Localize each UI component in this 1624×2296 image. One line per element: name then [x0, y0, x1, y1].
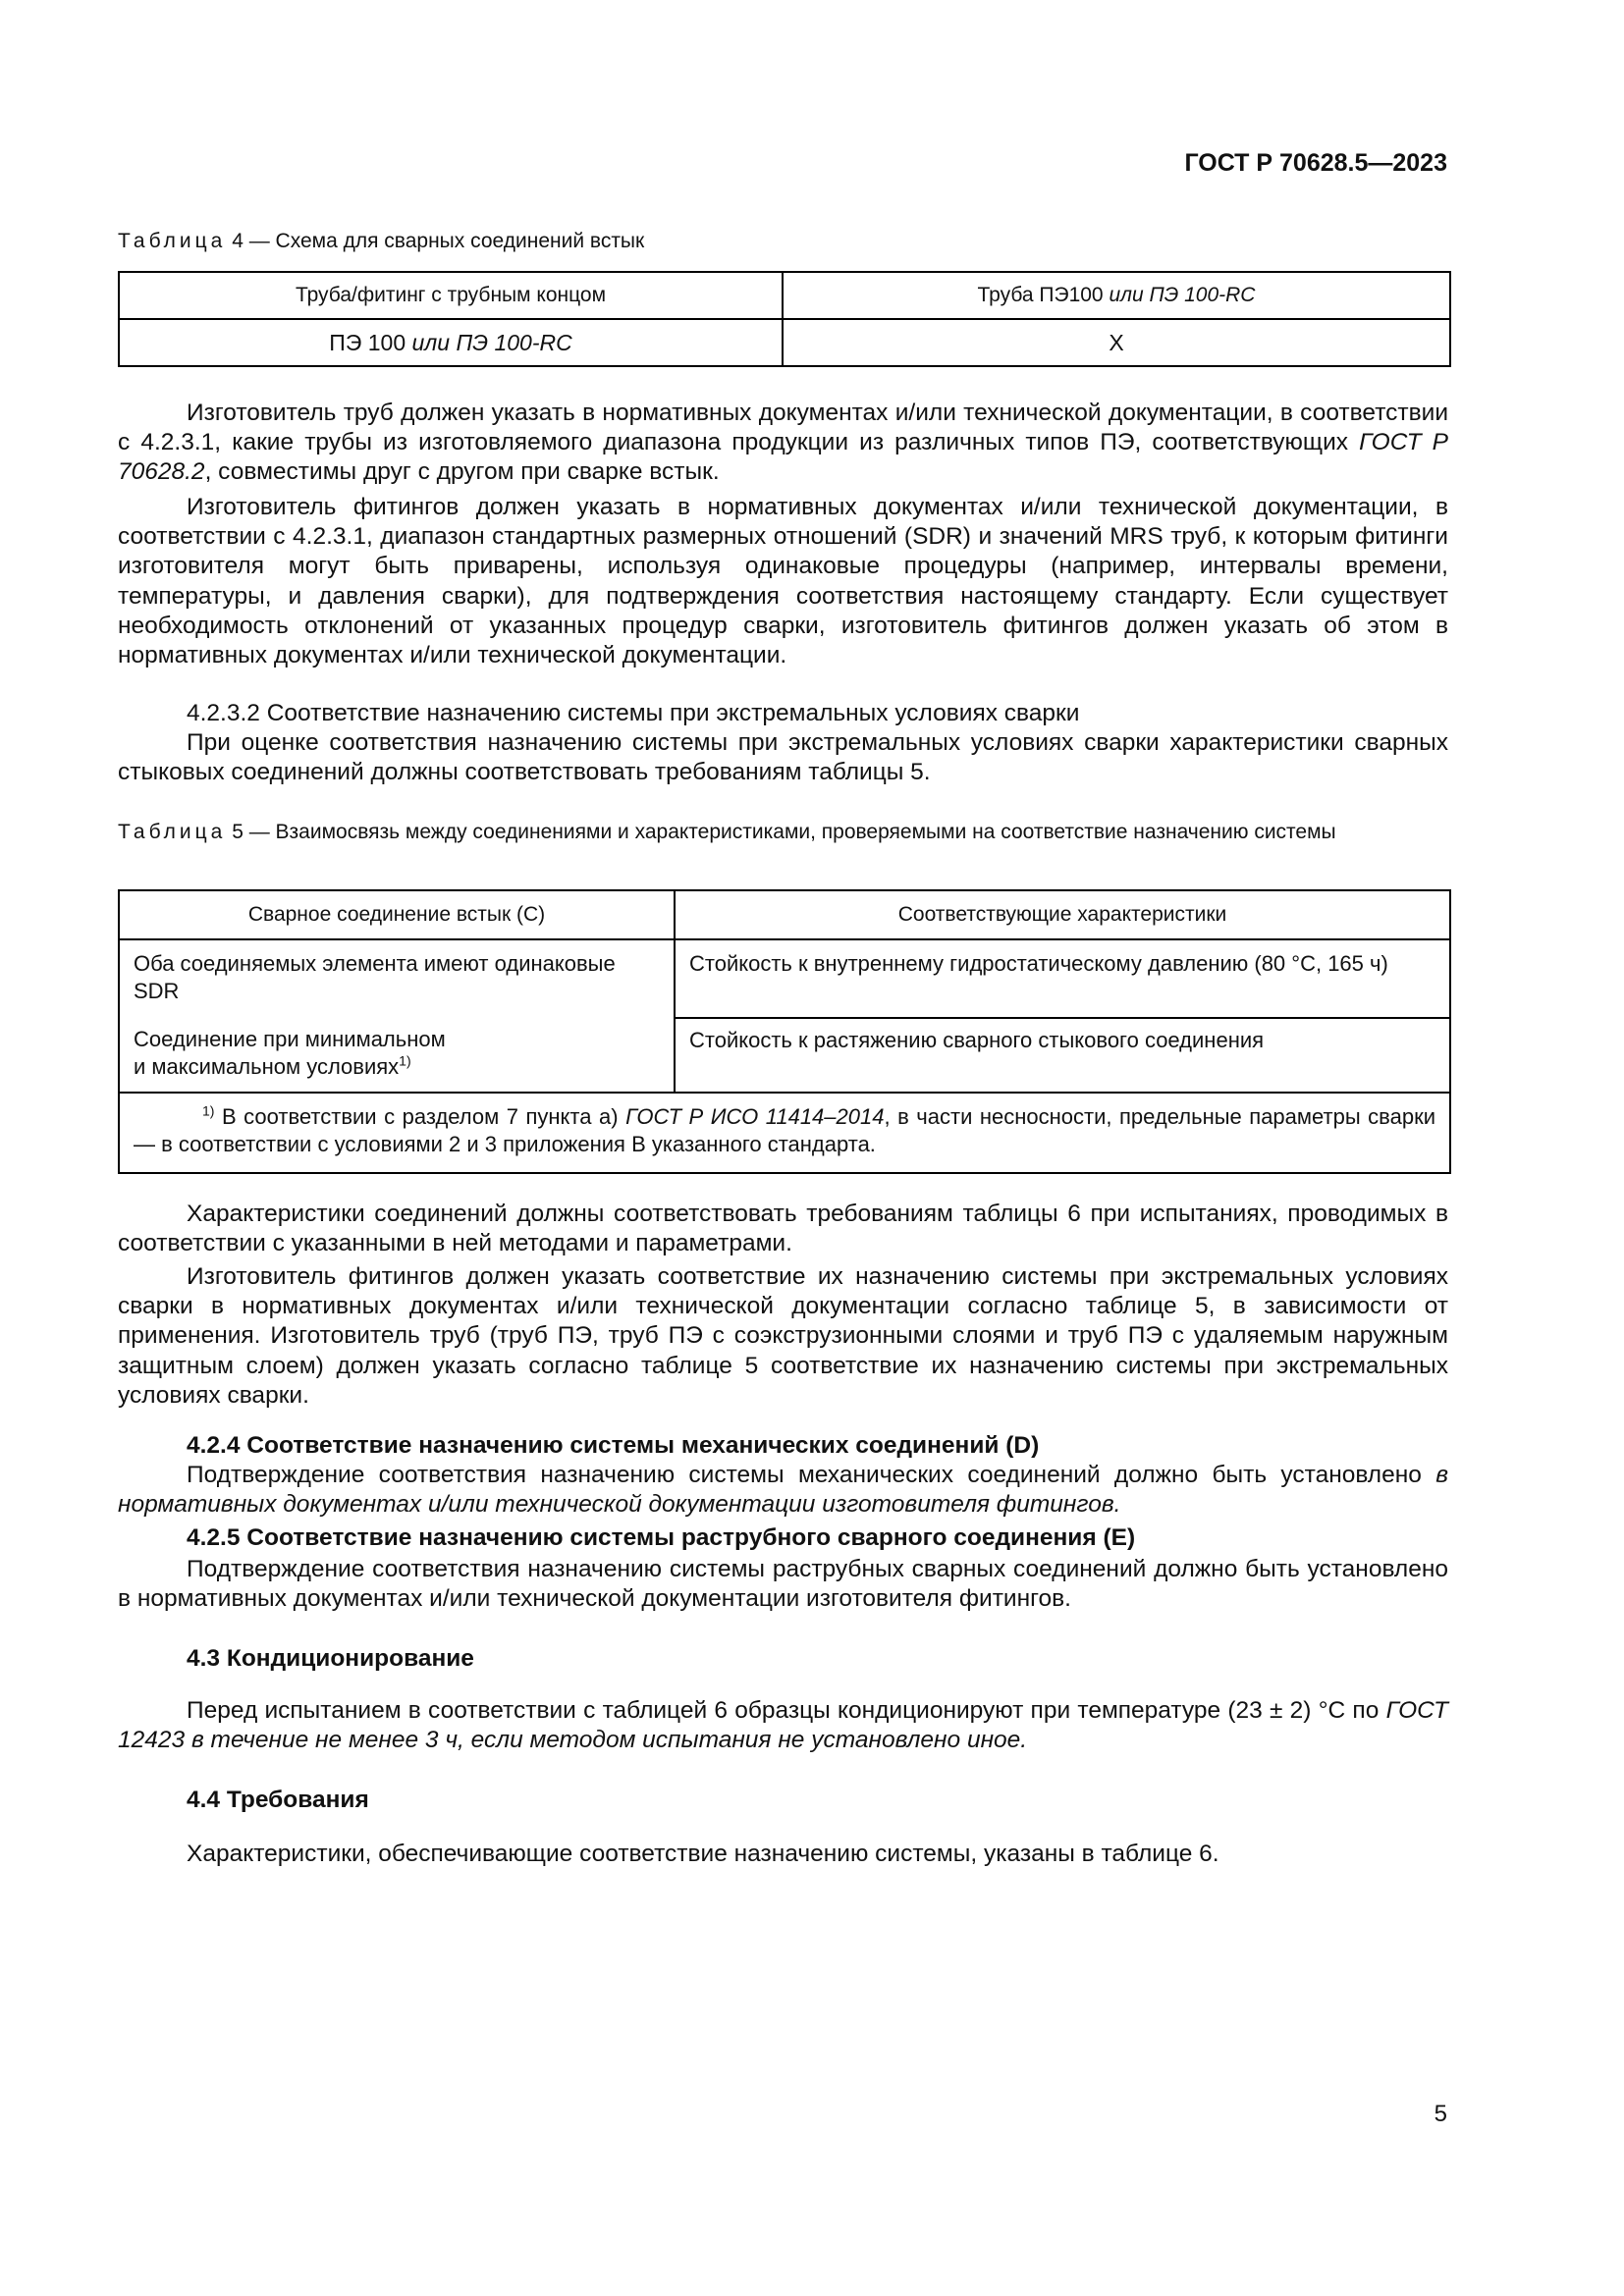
table4-caption-text: 4 — Схема для сварных соединений встык	[232, 230, 645, 252]
table5-col2-header: Соответствующие характеристики	[675, 890, 1450, 939]
section-4-4-text: Характеристики, обеспечивающие соответствие назначению системы, указаны в таблице 6.	[187, 1841, 1219, 1867]
table5-r1c1: Оба соединяемых элемента имеют одинаковые SDR	[119, 939, 675, 1018]
page-number: 5	[1434, 2101, 1447, 2127]
section-4-3-heading: 4.3 Кондиционирование	[187, 1645, 474, 1672]
section-4-2-3-2-title: 4.2.3.2 Соответствие назначению системы при экстремальных условиях сварки	[187, 700, 1080, 726]
table5-caption-label: Таблица	[118, 821, 227, 843]
table5	[118, 889, 1451, 1174]
paragraph-1: Изготовитель труб должен указать в нормативных документах и/или технической документации, в соответствии с 4.2.3.1, какие трубы из изготовляемого диапазона продукции из различных типов ПЭ, соответствующих ГОСТ Р 70628.2, совместимы друг с другом при сварке встык.	[118, 400, 1448, 486]
table5-footnote: $^{1)}$ В соответствии с разделом 7 пункта а) ГОСТ Р ИСО 11414–2014, в части несносности, предельные параметры сварки — в соответствии с условиями 2 и 3 приложения В указанного стандарта.	[119, 1093, 1450, 1173]
table4-col2-header: Труба ПЭ100 или ПЭ 100-RC	[783, 272, 1450, 319]
section-4-2-4-heading: 4.2.4 Соответствие назначению системы механических соединений (D)	[187, 1432, 1040, 1459]
document-id: ГОСТ Р 70628.5—2023	[1184, 149, 1447, 177]
table4-row1-label: ПЭ 100 или ПЭ 100-RC	[119, 319, 783, 366]
section-4-2-4-text: Подтверждение соответствия назначению системы механических соединений должно быть установлено в нормативных документах и/или технической документации изготовителя фитингов.	[118, 1462, 1448, 1519]
table5-r2c1: Соединение при минимальном и максимальном условиях$^{1)}$	[119, 1018, 675, 1093]
table5-caption	[118, 819, 1449, 845]
table5-r1c2: Стойкость к внутреннему гидростатическому давлению (80 °С, 165 ч)	[675, 939, 1450, 1018]
section-4-3-text: Перед испытанием в соответствии с таблицей 6 образцы кондиционируют при температуре (23 ± 2) °С по ГОСТ 12423 в течение не менее 3 ч, если методом испытания не установлено иное.	[118, 1697, 1448, 1754]
table4-caption-label: Таблица	[118, 230, 227, 252]
section-4-2-5-text: Подтверждение соответствия назначению системы раструбных сварных соединений должно быть установлено в нормативных документах и/или технической документации изготовителя фитингов.	[118, 1556, 1448, 1613]
table4	[118, 271, 1451, 367]
paragraph-6: Изготовитель фитингов должен указать соответствие их назначению системы при экстремальных условиях сварки в нормативных документах и/или технической документации согласно таблице 5, в зависимости от применения. Изготовитель труб (труб ПЭ, труб ПЭ с соэкструзионными слоями и труб ПЭ с удаляемым наружным защитным слоем) должен указать согласно таблице 5 соответствие их назначению системы при экстремальных условиях сварки.	[118, 1263, 1448, 1409]
table5-caption-text: 5 — Взаимосвязь между соединениями и характеристиками, проверяемыми на соответствие назначению системы	[232, 821, 1336, 843]
table5-col1-header: Сварное соединение встык (С)	[119, 890, 675, 939]
table4-row1-value: X	[783, 319, 1450, 366]
paragraph-2: Изготовитель фитингов должен указать в нормативных документах и/или технической документации, в соответствии с 4.2.3.1, диапазон стандартных размерных отношений (SDR) и значений MRS труб, к которым фитинги изготовителя могут быть приварены, используя одинаковые процедуры (например, интервалы времени, температуры, и давления сварки), для подтверждения соответствия настоящему стандарту. Если существует необходимость отклонений от указанных процедур сварки, изготовитель фитингов должен указать об этом в нормативных документах и/или технической документации.	[118, 494, 1448, 669]
table4-col1-header: Труба/фитинг с трубным концом	[119, 272, 783, 319]
paragraph-4: При оценке соответствия назначению системы при экстремальных условиях сварки характеристики сварных стыковых соединений должны соответствовать требованиям таблицы 5.	[118, 729, 1448, 786]
section-4-2-5-heading: 4.2.5 Соответствие назначению системы раструбного сварного соединения (Е)	[187, 1524, 1136, 1551]
table4-caption	[118, 228, 1449, 254]
section-4-4-heading: 4.4 Требования	[187, 1787, 369, 1813]
table5-r2c2: Стойкость к растяжению сварного стыкового соединения	[675, 1018, 1450, 1093]
paragraph-5: Характеристики соединений должны соответствовать требованиям таблицы 6 при испытаниях, проводимых в соответствии с указанными в ней методами и параметрами.	[118, 1201, 1448, 1257]
